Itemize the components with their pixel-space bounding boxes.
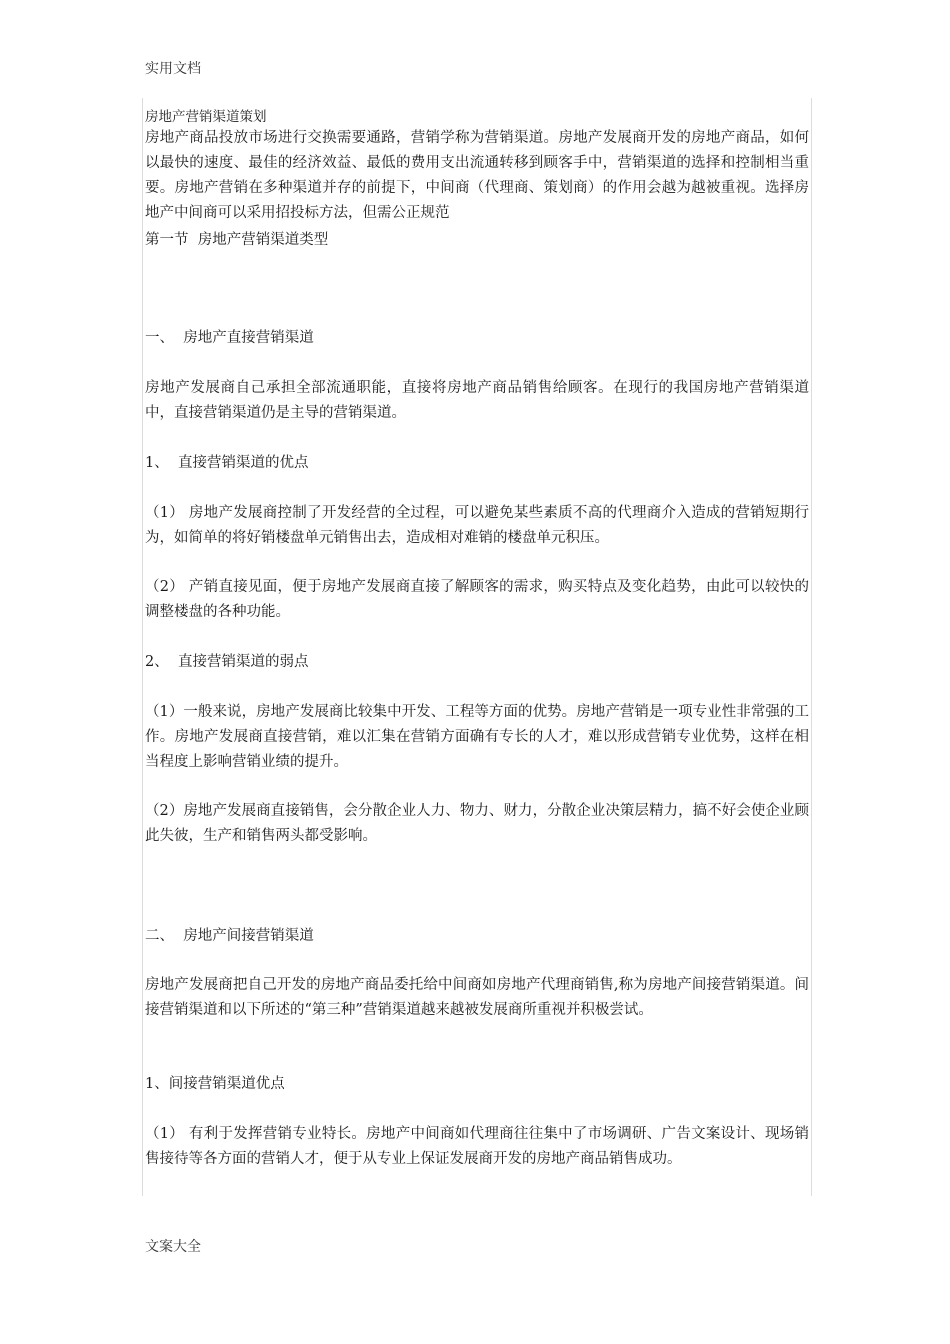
document-title: 房地产营销渠道策划 xyxy=(145,109,267,125)
part1-advantage-1: （1） 房地产发展商控制了开发经营的全过程，可以避免某些素质不高的代理商介入造成的营销短期行为，如简单的将好销楼盘单元销售出去，造成相对难销的楼盘单元积压。 xyxy=(145,505,809,546)
part2-advantage-1: （1） 有利于发挥营销专业特长。房地产中间商如代理商往往集中了市场调研、广告文案设计、现场销售接待等各方面的营销人才，便于从专业上保证发展商开发的房地产商品销售成功。 xyxy=(145,1126,809,1167)
part2-heading: 二、 房地产间接营销渠道 xyxy=(145,928,314,944)
section-title: 第一节 房地产营销渠道类型 xyxy=(145,232,329,248)
part1-description: 房地产发展商自己承担全部流通职能，直接将房地产商品销售给顾客。在现行的我国房地产营销渠道中，直接营销渠道仍是主导的营销渠道。 xyxy=(145,380,809,421)
part1-weaknesses-heading: 2、 直接营销渠道的弱点 xyxy=(145,654,309,670)
part1-weakness-1: （1）一般来说，房地产发展商比较集中开发、工程等方面的优势。房地产营销是一项专业性非常强的工作。房地产发展商直接营销，难以汇集在营销方面确有专长的人才，难以形成营销专业优势，这样在相当程度上影响营销业绩的提升。 xyxy=(145,704,809,770)
part1-advantages-heading: 1、 直接营销渠道的优点 xyxy=(145,455,309,471)
page-footer: 文案大全 xyxy=(145,1239,201,1255)
page-header: 实用文档 xyxy=(145,61,201,77)
part2-advantages-heading: 1、间接营销渠道优点 xyxy=(145,1076,285,1092)
part1-heading: 一、 房地产直接营销渠道 xyxy=(145,330,314,346)
part1-weakness-2: （2）房地产发展商直接销售，会分散企业人力、物力、财力，分散企业决策层精力，搞不好会使企业顾此失彼，生产和销售两头都受影响。 xyxy=(145,803,809,844)
part1-advantage-2: （2） 产销直接见面，便于房地产发展商直接了解顾客的需求，购买特点及变化趋势，由此可以较快的调整楼盘的各种功能。 xyxy=(145,579,809,620)
part2-description: 房地产发展商把自己开发的房地产商品委托给中间商如房地产代理商销售,称为房地产间接营销渠道。间接营销渠道和以下所述的“第三种”营销渠道越来越被发展商所重视并积极尝试。 xyxy=(145,977,809,1018)
document-body xyxy=(145,98,809,1196)
intro-paragraph: 房地产商品投放市场进行交换需要通路，营销学称为营销渠道。房地产发展商开发的房地产商品，如何以最快的速度、最佳的经济效益、最低的费用支出流通转移到顾客手中，营销渠道的选择和控制相当重要。房地产营销在多种渠道并存的前提下，中间商（代理商、策划商）的作用会越为越被重视。选择房地产中间商可以采用招投标方法，但需公正规范 xyxy=(145,130,809,221)
